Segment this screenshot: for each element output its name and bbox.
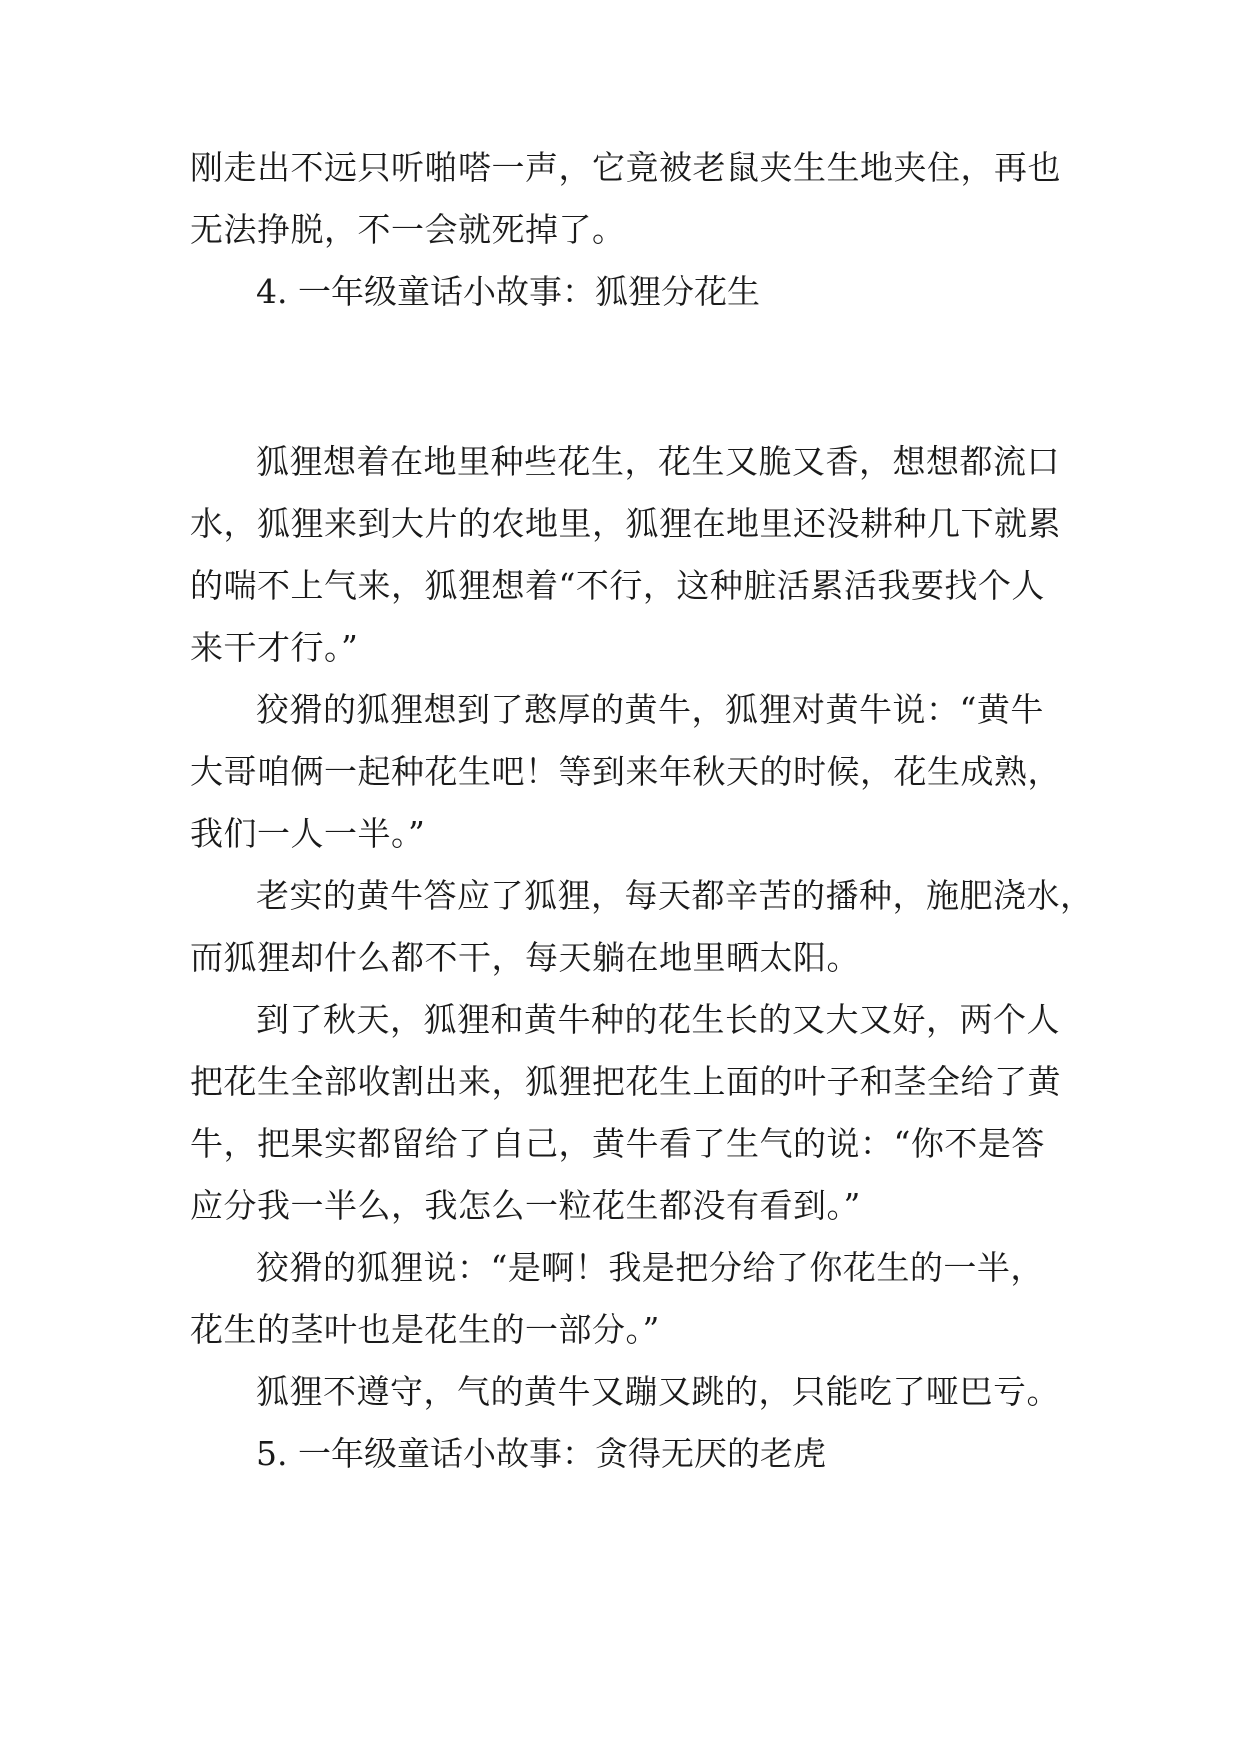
text-line: 应分我一半么，我怎么一粒花生都没有看到。” <box>190 1186 861 1225</box>
text-line: 我们一人一半。” <box>190 814 426 853</box>
story-4-heading: 4. 一年级童话小故事：狐狸分花生 <box>256 272 760 311</box>
text-line: 狐狸不遵守，气的黄牛又蹦又跳的，只能吃了哑巴亏。 <box>256 1372 1060 1411</box>
text-line: 来干才行。” <box>190 628 359 667</box>
text-line: 到了秋天，狐狸和黄牛种的花生长的又大又好，两个人 <box>256 1000 1060 1039</box>
story-paragraph <box>190 679 1060 865</box>
text-line: 狐狸想着在地里种些花生，花生又脆又香，想想都流口 <box>256 442 1060 481</box>
text-line: 牛，把果实都留给了自己，黄牛看了生气的说：“你不是答 <box>190 1124 1045 1163</box>
story-5-heading: 5. 一年级童话小故事：贪得无厌的老虎 <box>256 1434 826 1473</box>
continuation-paragraph <box>190 137 1060 261</box>
text-line: 而狐狸却什么都不干，每天躺在地里晒太阳。 <box>190 938 860 977</box>
text-line: 的喘不上气来，狐狸想着“不行，这种脏活累活我要找个人 <box>190 566 1045 605</box>
text-line: 无法挣脱，不一会就死掉了。 <box>190 210 626 249</box>
story-paragraph <box>190 431 1060 679</box>
text-line: 水，狐狸来到大片的农地里，狐狸在地里还没耕种几下就累 <box>190 504 1061 543</box>
text-line: 狡猾的狐狸想到了憨厚的黄牛，狐狸对黄牛说：“黄牛 <box>256 690 1044 729</box>
text-line: 刚走出不远只听啪嗒一声，它竟被老鼠夹生生地夹住，再也 <box>190 148 1061 187</box>
story-paragraph <box>190 1361 1060 1423</box>
text-line: 狡猾的狐狸说：“是啊！我是把分给了你花生的一半， <box>256 1248 1044 1287</box>
story-paragraph <box>190 1237 1060 1361</box>
text-line: 花生的茎叶也是花生的一部分。” <box>190 1310 660 1349</box>
text-line: 大哥咱俩一起种花生吧！等到来年秋天的时候，花生成熟， <box>190 752 1061 791</box>
story-paragraph <box>190 865 1094 989</box>
text-line: 老实的黄牛答应了狐狸，每天都辛苦的播种，施肥浇水， <box>256 876 1094 915</box>
story-paragraph <box>190 989 1060 1237</box>
text-line: 把花生全部收割出来，狐狸把花生上面的叶子和茎全给了黄 <box>190 1062 1061 1101</box>
